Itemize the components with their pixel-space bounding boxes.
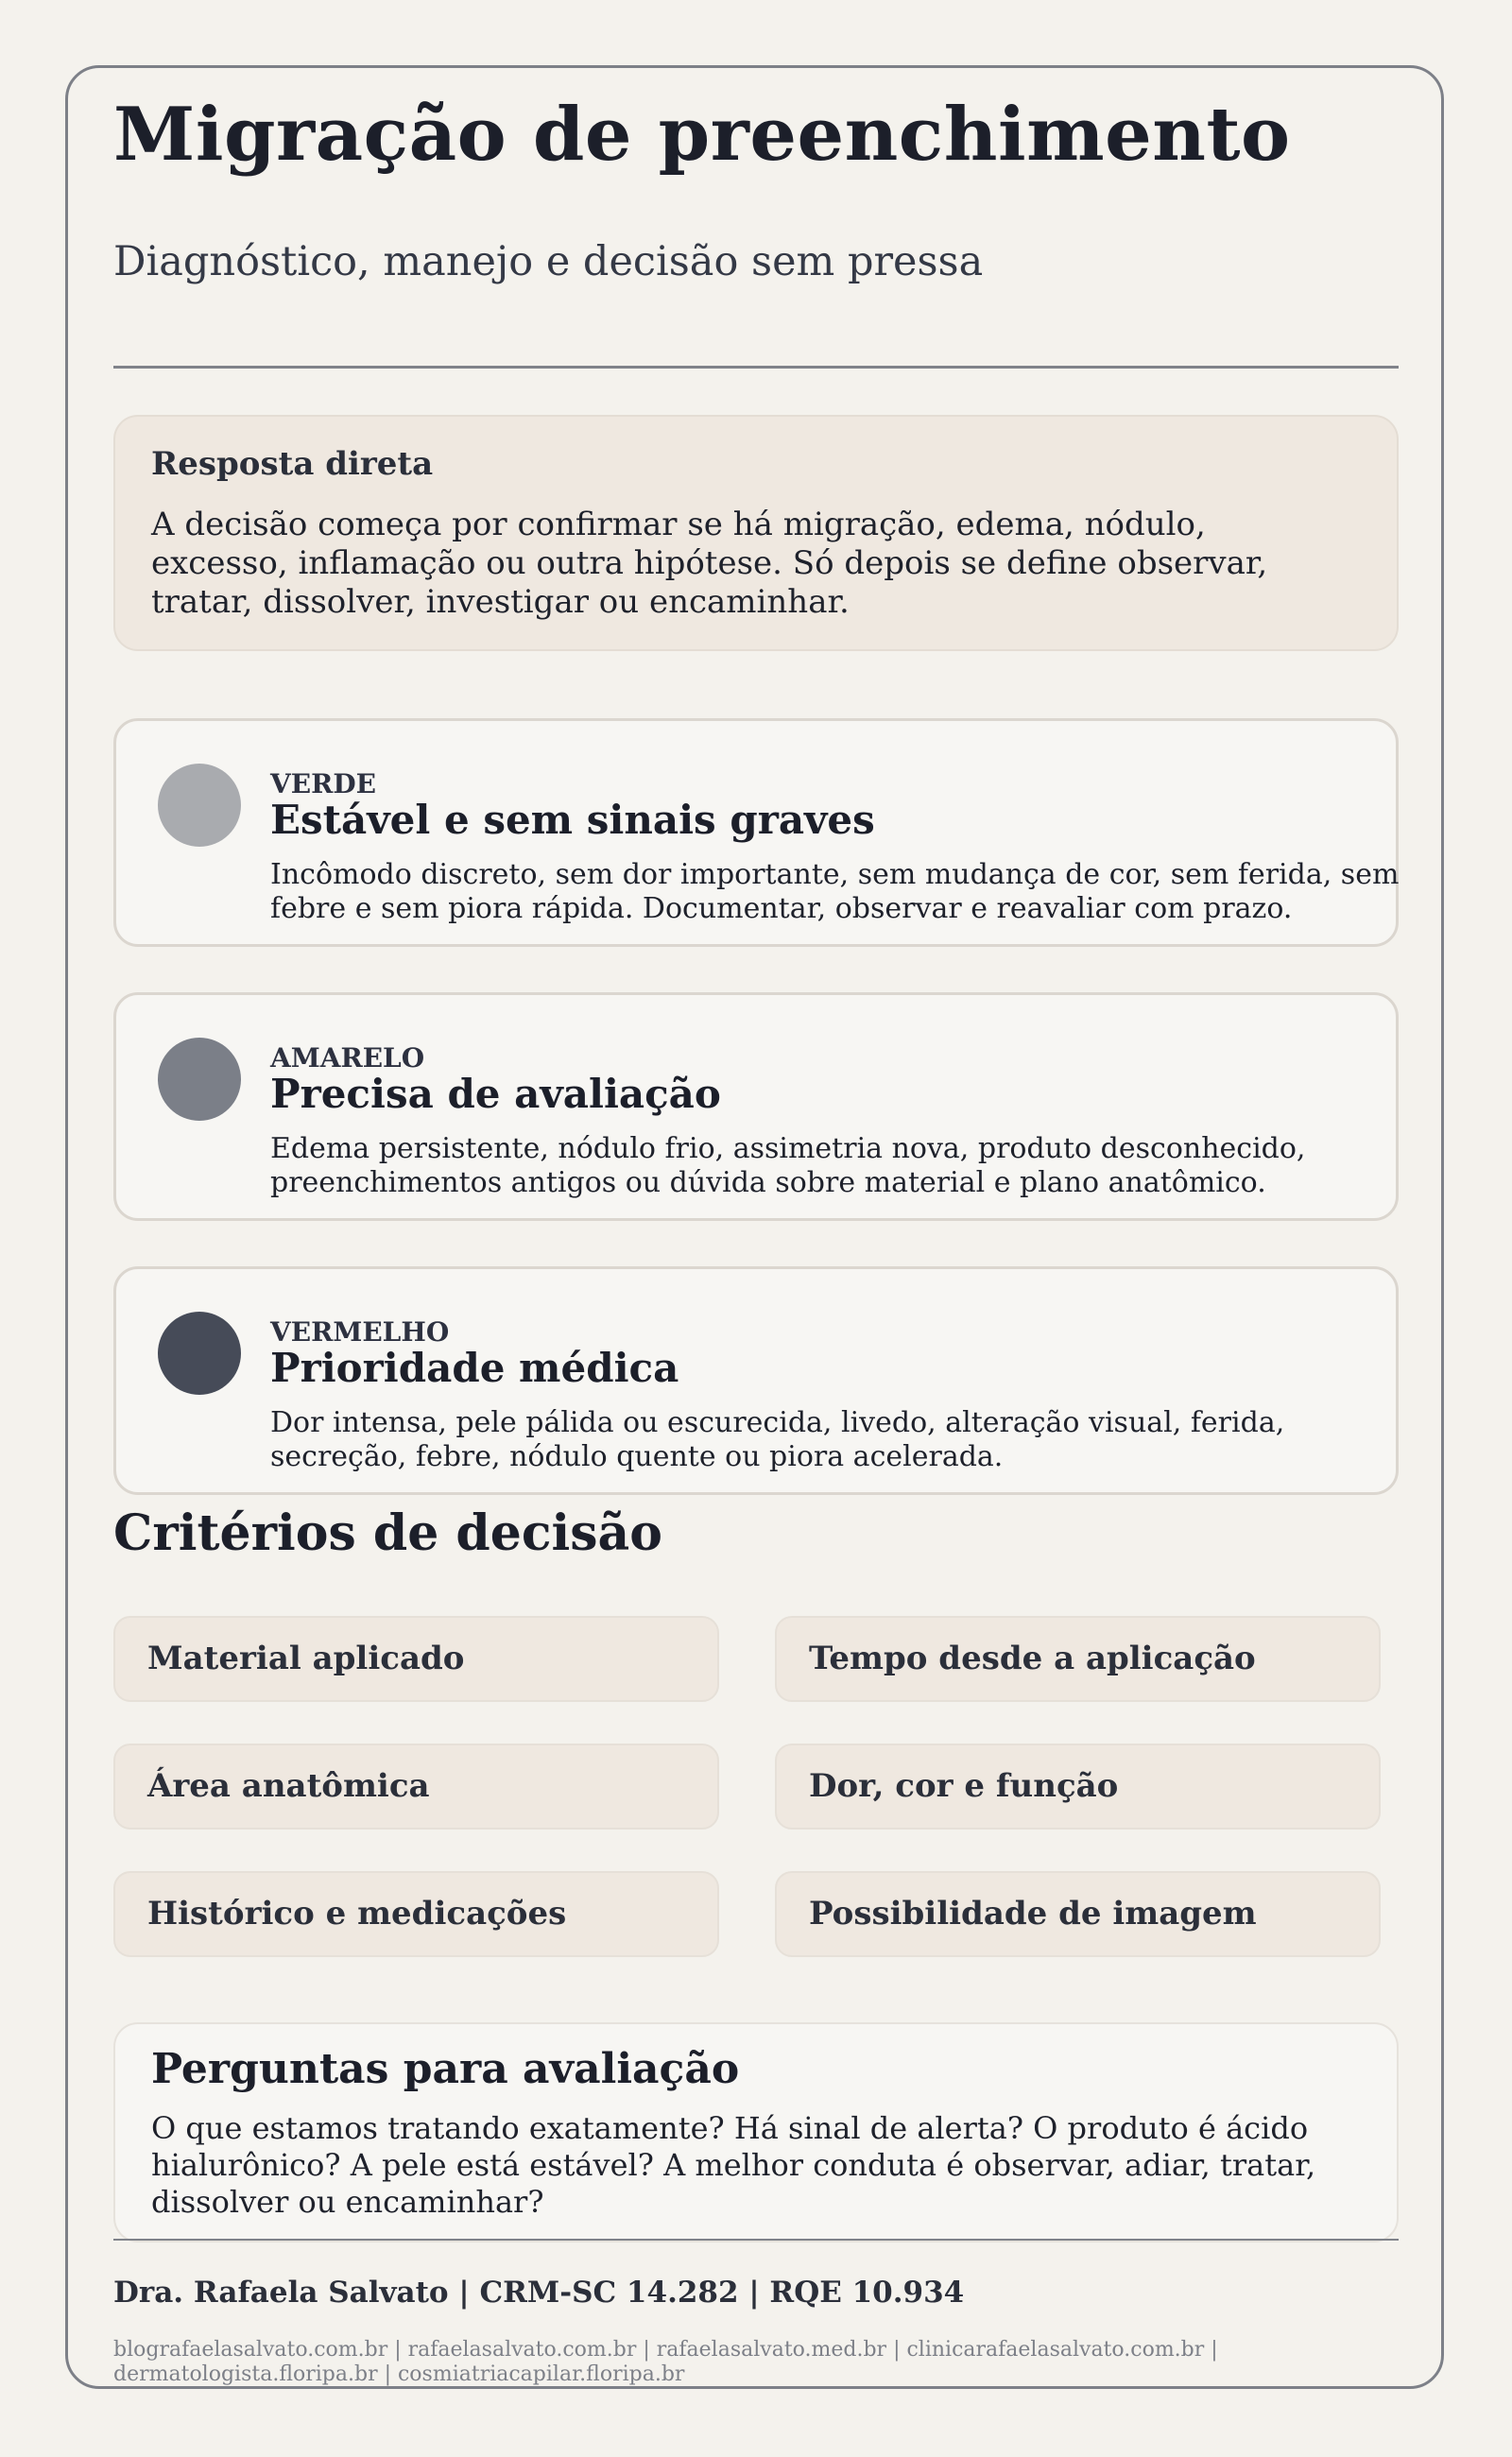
footer-credentials: Dra. Rafaela Salvato | CRM-SC 14.282 | RQE 10.934 [113, 2276, 965, 2310]
level-title: Precisa de avaliação [270, 1071, 721, 1117]
criterion-chip: Material aplicado [113, 1616, 719, 1702]
header-divider [113, 366, 1399, 369]
criterion-chip: Histórico e medicações [113, 1871, 719, 1957]
level-title: Prioridade médica [270, 1345, 679, 1391]
questions-title: Perguntas para avaliação [151, 2045, 740, 2093]
questions-text: O que estamos tratando exatamente? Há sinal de alerta? O produto é ácido hialurônico? A pele está estável? A melhor conduta é observar, adiar, tratar, dissolver ou encaminhar? [151, 2110, 1316, 2220]
level-description: Incômodo discreto, sem dor importante, sem mudança de cor, sem ferida, sem febre e sem piora rápida. Documentar, observar e reavaliar com prazo. [270, 858, 1400, 925]
direct-answer-text: A decisão começa por confirmar se há migração, edema, nódulo, excesso, inflamação ou outra hipótese. Só depois se define observar, tratar, dissolver, investigar ou encaminhar. [151, 506, 1268, 621]
level-card-yellow [113, 992, 1399, 1221]
status-dot-icon [158, 764, 241, 847]
footer-links: blografaelasalvato.com.br | rafaelasalvato.com.br | rafaelasalvato.med.br | clinicarafaelasalvato.com.br | dermatologista.floripa.br | cosmiatriacapilar.floripa.br [113, 2338, 1218, 2386]
level-card-green [113, 718, 1399, 947]
direct-answer-box [113, 415, 1399, 651]
level-description: Edema persistente, nódulo frio, assimetria nova, produto desconhecido, preenchimentos antigos ou dúvida sobre material e plano anatômico. [270, 1132, 1306, 1199]
level-tag: AMARELO [270, 1042, 425, 1074]
level-tag: VERMELHO [270, 1316, 450, 1348]
criterion-chip: Dor, cor e função [775, 1744, 1381, 1830]
page-subtitle: Diagnóstico, manejo e decisão sem pressa [113, 238, 984, 285]
footer-divider [113, 2239, 1399, 2241]
status-dot-icon [158, 1038, 241, 1121]
direct-answer-title: Resposta direta [151, 445, 434, 483]
criteria-title: Critérios de decisão [113, 1504, 662, 1562]
page-title: Migração de preenchimento [113, 92, 1291, 178]
criterion-chip: Tempo desde a aplicação [775, 1616, 1381, 1702]
level-card-red [113, 1266, 1399, 1495]
status-dot-icon [158, 1312, 241, 1395]
questions-box [113, 2022, 1399, 2242]
level-title: Estável e sem sinais graves [270, 797, 875, 843]
criterion-chip: Possibilidade de imagem [775, 1871, 1381, 1957]
criterion-chip: Área anatômica [113, 1744, 719, 1830]
level-tag: VERDE [270, 768, 376, 799]
level-description: Dor intensa, pele pálida ou escurecida, livedo, alteração visual, ferida, secreção, febre, nódulo quente ou piora acelerada. [270, 1406, 1285, 1473]
